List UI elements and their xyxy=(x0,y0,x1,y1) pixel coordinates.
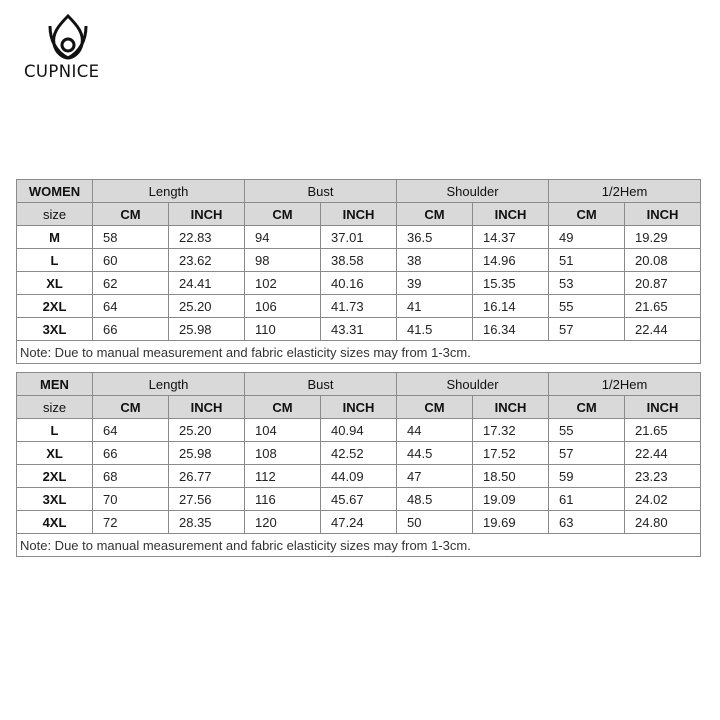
inch-value-cell: 25.98 xyxy=(169,318,245,341)
inch-value-cell: 47.24 xyxy=(321,511,397,534)
table-row xyxy=(17,318,701,341)
cm-value-cell: 66 xyxy=(93,442,169,465)
inch-value-cell: 21.65 xyxy=(625,419,701,442)
inch-value-cell: 42.52 xyxy=(321,442,397,465)
unit-header-cm: CM xyxy=(245,396,321,419)
inch-value-cell: 26.77 xyxy=(169,465,245,488)
cm-value-cell: 62 xyxy=(93,272,169,295)
inch-value-cell: 14.37 xyxy=(473,226,549,249)
cm-value-cell: 112 xyxy=(245,465,321,488)
size-table-men xyxy=(16,372,701,557)
measurement-note: Note: Due to manual measurement and fabric elasticity sizes may from 1-3cm. xyxy=(17,534,701,557)
table-row xyxy=(17,295,701,318)
inch-value-cell: 22.44 xyxy=(625,442,701,465)
table-row xyxy=(17,226,701,249)
cm-value-cell: 63 xyxy=(549,511,625,534)
inch-value-cell: 45.67 xyxy=(321,488,397,511)
inch-value-cell: 19.29 xyxy=(625,226,701,249)
unit-header-cm: CM xyxy=(549,396,625,419)
unit-header-inch: INCH xyxy=(321,396,397,419)
cm-value-cell: 41 xyxy=(397,295,473,318)
size-cell: 4XL xyxy=(17,511,93,534)
inch-value-cell: 22.44 xyxy=(625,318,701,341)
size-column-header: size xyxy=(17,203,93,226)
group-header-bust: Bust xyxy=(245,180,397,203)
table-row xyxy=(17,465,701,488)
cm-value-cell: 53 xyxy=(549,272,625,295)
cm-value-cell: 60 xyxy=(93,249,169,272)
cm-value-cell: 51 xyxy=(549,249,625,272)
cm-value-cell: 72 xyxy=(93,511,169,534)
cm-value-cell: 48.5 xyxy=(397,488,473,511)
group-header-length: Length xyxy=(93,180,245,203)
cm-value-cell: 57 xyxy=(549,442,625,465)
inch-value-cell: 20.87 xyxy=(625,272,701,295)
cm-value-cell: 102 xyxy=(245,272,321,295)
cm-value-cell: 50 xyxy=(397,511,473,534)
cm-value-cell: 68 xyxy=(93,465,169,488)
table-row xyxy=(17,419,701,442)
inch-value-cell: 19.09 xyxy=(473,488,549,511)
inch-value-cell: 38.58 xyxy=(321,249,397,272)
measurement-note: Note: Due to manual measurement and fabric elasticity sizes may from 1-3cm. xyxy=(17,341,701,364)
inch-value-cell: 28.35 xyxy=(169,511,245,534)
inch-value-cell: 24.41 xyxy=(169,272,245,295)
inch-value-cell: 17.32 xyxy=(473,419,549,442)
unit-header-inch: INCH xyxy=(625,203,701,226)
cm-value-cell: 110 xyxy=(245,318,321,341)
inch-value-cell: 16.34 xyxy=(473,318,549,341)
unit-header-cm: CM xyxy=(93,396,169,419)
inch-value-cell: 40.16 xyxy=(321,272,397,295)
table-title: MEN xyxy=(17,373,93,396)
unit-header-inch: INCH xyxy=(473,203,549,226)
size-cell: 2XL xyxy=(17,295,93,318)
cm-value-cell: 57 xyxy=(549,318,625,341)
unit-header-cm: CM xyxy=(397,203,473,226)
inch-value-cell: 43.31 xyxy=(321,318,397,341)
inch-value-cell: 40.94 xyxy=(321,419,397,442)
group-header-shoulder: Shoulder xyxy=(397,180,549,203)
group-header-hem: 1/2Hem xyxy=(549,180,701,203)
size-cell: XL xyxy=(17,442,93,465)
size-cell: L xyxy=(17,419,93,442)
unit-header-inch: INCH xyxy=(473,396,549,419)
cm-value-cell: 66 xyxy=(93,318,169,341)
cm-value-cell: 106 xyxy=(245,295,321,318)
inch-value-cell: 18.50 xyxy=(473,465,549,488)
inch-value-cell: 27.56 xyxy=(169,488,245,511)
inch-value-cell: 23.23 xyxy=(625,465,701,488)
group-header-shoulder: Shoulder xyxy=(397,373,549,396)
group-header-length: Length xyxy=(93,373,245,396)
cm-value-cell: 64 xyxy=(93,419,169,442)
cm-value-cell: 55 xyxy=(549,419,625,442)
inch-value-cell: 21.65 xyxy=(625,295,701,318)
cm-value-cell: 55 xyxy=(549,295,625,318)
size-table-women xyxy=(16,179,701,364)
cm-value-cell: 36.5 xyxy=(397,226,473,249)
unit-header-inch: INCH xyxy=(169,396,245,419)
brand-logo xyxy=(24,10,114,82)
inch-value-cell: 23.62 xyxy=(169,249,245,272)
unit-header-inch: INCH xyxy=(169,203,245,226)
size-cell: M xyxy=(17,226,93,249)
inch-value-cell: 22.83 xyxy=(169,226,245,249)
inch-value-cell: 44.09 xyxy=(321,465,397,488)
unit-header-cm: CM xyxy=(397,396,473,419)
size-cell: L xyxy=(17,249,93,272)
cm-value-cell: 49 xyxy=(549,226,625,249)
cm-value-cell: 108 xyxy=(245,442,321,465)
size-cell: XL xyxy=(17,272,93,295)
table-row xyxy=(17,272,701,295)
cm-value-cell: 39 xyxy=(397,272,473,295)
unit-header-inch: INCH xyxy=(321,203,397,226)
table-title: WOMEN xyxy=(17,180,93,203)
inch-value-cell: 15.35 xyxy=(473,272,549,295)
group-header-hem: 1/2Hem xyxy=(549,373,701,396)
unit-header-cm: CM xyxy=(93,203,169,226)
inch-value-cell: 25.20 xyxy=(169,295,245,318)
inch-value-cell: 20.08 xyxy=(625,249,701,272)
table-row xyxy=(17,442,701,465)
unit-header-inch: INCH xyxy=(625,396,701,419)
unit-header-cm: CM xyxy=(245,203,321,226)
inch-value-cell: 19.69 xyxy=(473,511,549,534)
unit-header-cm: CM xyxy=(549,203,625,226)
cm-value-cell: 38 xyxy=(397,249,473,272)
inch-value-cell: 17.52 xyxy=(473,442,549,465)
inch-value-cell: 41.73 xyxy=(321,295,397,318)
inch-value-cell: 24.80 xyxy=(625,511,701,534)
cm-value-cell: 116 xyxy=(245,488,321,511)
cm-value-cell: 47 xyxy=(397,465,473,488)
size-cell: 3XL xyxy=(17,318,93,341)
lotus-icon xyxy=(46,12,90,60)
size-cell: 2XL xyxy=(17,465,93,488)
inch-value-cell: 16.14 xyxy=(473,295,549,318)
size-cell: 3XL xyxy=(17,488,93,511)
cm-value-cell: 44.5 xyxy=(397,442,473,465)
cm-value-cell: 98 xyxy=(245,249,321,272)
inch-value-cell: 14.96 xyxy=(473,249,549,272)
brand-name: CUPNICE xyxy=(24,62,100,81)
table-row xyxy=(17,249,701,272)
cm-value-cell: 44 xyxy=(397,419,473,442)
inch-value-cell: 25.98 xyxy=(169,442,245,465)
cm-value-cell: 58 xyxy=(93,226,169,249)
cm-value-cell: 104 xyxy=(245,419,321,442)
cm-value-cell: 41.5 xyxy=(397,318,473,341)
inch-value-cell: 25.20 xyxy=(169,419,245,442)
cm-value-cell: 70 xyxy=(93,488,169,511)
cm-value-cell: 94 xyxy=(245,226,321,249)
cm-value-cell: 64 xyxy=(93,295,169,318)
cm-value-cell: 120 xyxy=(245,511,321,534)
size-column-header: size xyxy=(17,396,93,419)
inch-value-cell: 24.02 xyxy=(625,488,701,511)
table-row xyxy=(17,511,701,534)
table-row xyxy=(17,488,701,511)
group-header-bust: Bust xyxy=(245,373,397,396)
cm-value-cell: 61 xyxy=(549,488,625,511)
inch-value-cell: 37.01 xyxy=(321,226,397,249)
cm-value-cell: 59 xyxy=(549,465,625,488)
